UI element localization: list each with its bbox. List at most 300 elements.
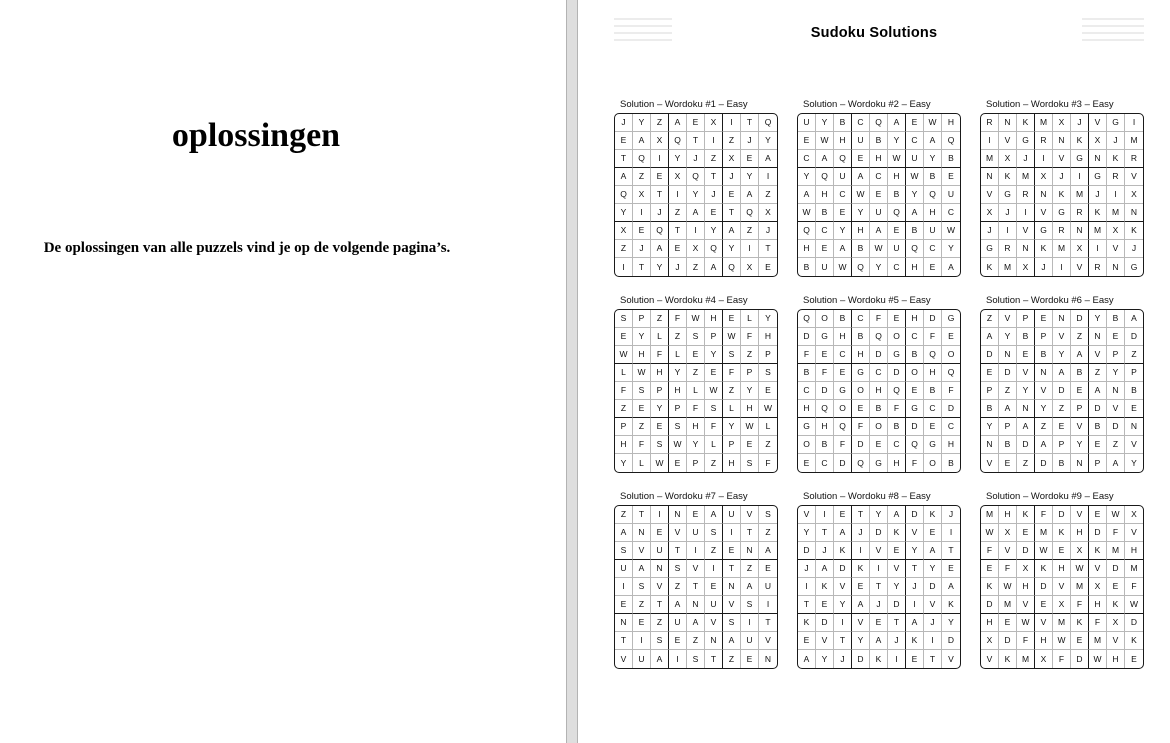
grid-cell: I (1125, 114, 1143, 132)
grid-cell: J (723, 168, 741, 186)
grid-cell: N (615, 614, 633, 632)
grid-cell: J (705, 186, 723, 204)
grid-cell: B (942, 150, 960, 168)
grid-cell: D (999, 632, 1017, 650)
grid-cell: E (1089, 436, 1107, 454)
grid-cell: Y (669, 150, 687, 168)
grid-cell: E (798, 132, 816, 150)
grid-cell: G (942, 310, 960, 328)
grid-cell: D (1125, 328, 1143, 346)
grid-cell: D (906, 418, 924, 436)
grid-cell: Y (1071, 436, 1089, 454)
grid-cell: V (999, 310, 1017, 328)
grid-cell: L (615, 364, 633, 382)
grid-cell: V (1071, 418, 1089, 436)
grid-cell: K (1107, 596, 1125, 614)
grid-cell: E (1053, 542, 1071, 560)
grid-cell: V (1107, 632, 1125, 650)
grid-cell: N (1125, 418, 1143, 436)
grid-cell: G (1130, 261, 1138, 272)
grid-cell: N (1071, 454, 1089, 472)
grid-cell: B (1125, 382, 1143, 400)
grid-cell: V (1053, 150, 1071, 168)
grid-cell: X (1017, 258, 1035, 276)
grid-cell: L (741, 310, 759, 328)
grid-caption: Solution – Wordoku #6 – Easy (986, 295, 1114, 306)
grid-cell: E (999, 454, 1017, 472)
grid-cell: Q (870, 328, 888, 346)
grid-cell: J (816, 542, 834, 560)
grid-cell: S (723, 614, 741, 632)
grid-cell: E (741, 150, 759, 168)
grid-cell: L (723, 400, 741, 418)
grid-cell: M (1107, 542, 1125, 560)
grid-cell: J (906, 578, 924, 596)
grid-cell: Q (888, 204, 906, 222)
grid-cell: E (870, 614, 888, 632)
grid-cell: J (924, 614, 942, 632)
grid-cell: S (651, 436, 669, 454)
grid-cell: A (924, 542, 942, 560)
grid-cell: A (852, 596, 870, 614)
grid-cell: E (1107, 328, 1125, 346)
grid-cell: A (687, 204, 705, 222)
grid-cell: N (1071, 222, 1089, 240)
grid-cell: Q (942, 132, 960, 150)
grid-cell: T (852, 506, 870, 524)
grid-cell: I (888, 650, 906, 668)
grid-cell: H (798, 240, 816, 258)
grid-cell: Z (759, 186, 777, 204)
grid-cell: K (1053, 186, 1071, 204)
grid-cell: Y (705, 346, 723, 364)
grid-cell: J (888, 632, 906, 650)
grid-cell: H (981, 614, 999, 632)
grid-cell: N (687, 596, 705, 614)
grid-cell: R (1089, 258, 1107, 276)
grid-cell: I (741, 240, 759, 258)
grid-cell: D (888, 596, 906, 614)
grid-cell: Y (834, 222, 852, 240)
grid-cell: I (759, 168, 777, 186)
grid-cell: H (870, 382, 888, 400)
grid-cell: U (852, 132, 870, 150)
grid-cell: T (615, 632, 633, 650)
grid-cell: Q (669, 132, 687, 150)
grid-cell: T (906, 560, 924, 578)
grid-cell: D (870, 346, 888, 364)
grid-cell: E (1131, 653, 1137, 664)
grid-cell: E (834, 204, 852, 222)
grid-cell: Q (798, 222, 816, 240)
grid-cell: M (1125, 560, 1143, 578)
grid-cell: W (981, 524, 999, 542)
grid-cell: D (834, 454, 852, 472)
grid-cell: Z (615, 240, 633, 258)
grid-cell: H (723, 454, 741, 472)
grid-cell: L (651, 328, 669, 346)
grid-cell: M (1107, 204, 1125, 222)
grid-cell: K (1035, 560, 1053, 578)
grid-cell: A (669, 596, 687, 614)
grid-cell: X (669, 168, 687, 186)
grid-cell: H (816, 418, 834, 436)
grid-cell: M (1053, 614, 1071, 632)
grid-cell: C (870, 364, 888, 382)
grid-cell: F (834, 436, 852, 454)
grid-cell: F (942, 382, 960, 400)
grid-cell: E (669, 240, 687, 258)
left-page (0, 0, 566, 743)
grid-cell: H (741, 400, 759, 418)
grid-cell: F (1053, 650, 1071, 668)
grid-cell: P (1107, 346, 1125, 364)
grid-cell: W (741, 418, 759, 436)
grid-cell: H (615, 436, 633, 454)
grid-cell: A (999, 400, 1017, 418)
grid-cell: O (870, 418, 888, 436)
grid-cell: D (999, 364, 1017, 382)
grid-cell: F (924, 328, 942, 346)
grid-cell: B (999, 436, 1017, 454)
grid-cell: F (1071, 596, 1089, 614)
grid-cell: Y (834, 596, 852, 614)
grid-cell: X (741, 258, 759, 276)
grid-cell: Z (981, 310, 999, 328)
grid-cell: V (1053, 578, 1071, 596)
grid-cell: Z (651, 310, 669, 328)
grid-cell: E (924, 258, 942, 276)
grid-cell: A (723, 222, 741, 240)
wordoku-grid (980, 309, 1144, 473)
wordoku-block (797, 295, 962, 473)
grid-cell: B (816, 204, 834, 222)
grid-cell: N (1053, 310, 1071, 328)
grid-cell: M (1125, 132, 1143, 150)
grid-cell: X (615, 222, 633, 240)
grid-cell: I (741, 614, 759, 632)
grid-cell: V (1017, 222, 1035, 240)
grid-cell: C (888, 258, 906, 276)
grid-cell: E (906, 114, 924, 132)
grid-cell: Y (651, 258, 669, 276)
grid-cell: K (981, 258, 999, 276)
grid-cell: K (1089, 204, 1107, 222)
grid-cell: A (981, 328, 999, 346)
grid-cell: E (723, 310, 741, 328)
grid-cell: O (798, 436, 816, 454)
grid-cell: O (888, 328, 906, 346)
grid-cell: E (669, 454, 687, 472)
grid-cell: E (687, 114, 705, 132)
grid-cell: Y (852, 632, 870, 650)
grid-cell: K (888, 524, 906, 542)
grid-cell: H (906, 258, 924, 276)
grid-cell: H (669, 382, 687, 400)
grid-cell: X (1017, 560, 1035, 578)
grid-cell: U (888, 240, 906, 258)
grid-cell: Z (615, 400, 633, 418)
grid-cell: E (765, 261, 771, 272)
grid-cell: X (1089, 578, 1107, 596)
grid-cell: V (999, 542, 1017, 560)
grid-cell: D (1107, 560, 1125, 578)
grid-cell: T (651, 186, 669, 204)
grid-cell: S (741, 454, 759, 472)
grid-cell: J (759, 222, 777, 240)
grid-cell: P (759, 346, 777, 364)
grid-cell: G (870, 454, 888, 472)
grid-cell: I (651, 150, 669, 168)
grid-cell: Y (1089, 310, 1107, 328)
grid-cell: G (816, 328, 834, 346)
grid-cell: F (816, 364, 834, 382)
grid-cell: G (1053, 204, 1071, 222)
grid-cell: K (906, 632, 924, 650)
grid-cell: K (1053, 524, 1071, 542)
grid-cell: X (1107, 614, 1125, 632)
grid-cell: J (870, 596, 888, 614)
grid-cell: B (852, 328, 870, 346)
grid-cell: V (651, 578, 669, 596)
grid-cell: Y (906, 186, 924, 204)
grid-cell: M (1035, 114, 1053, 132)
grid-cell: X (651, 132, 669, 150)
grid-cell: M (1089, 222, 1107, 240)
grid-cell: R (981, 114, 999, 132)
grid-cell: D (1053, 382, 1071, 400)
grid-cell: P (687, 454, 705, 472)
grid-cell: A (870, 632, 888, 650)
grid-cell: A (741, 578, 759, 596)
grid-cell: W (687, 310, 705, 328)
grid-cell: T (687, 578, 705, 596)
grid-cell: M (1071, 186, 1089, 204)
grid-cell: G (981, 240, 999, 258)
grid-cell: B (948, 457, 954, 468)
grid-cell: E (705, 204, 723, 222)
grid-cell: I (1017, 204, 1035, 222)
grid-cell: E (798, 632, 816, 650)
grid-cell: A (759, 150, 777, 168)
grid-cell: H (852, 222, 870, 240)
grid-cell: V (981, 650, 999, 668)
grid-cell: Q (687, 168, 705, 186)
grid-cell: F (687, 400, 705, 418)
wordoku-block (980, 99, 1145, 277)
grid-cell: V (1107, 240, 1125, 258)
grid-cell: S (687, 650, 705, 668)
grid-cell: H (1125, 542, 1143, 560)
grid-cell: A (651, 650, 669, 668)
grid-cell: K (852, 560, 870, 578)
grid-cell: Y (759, 132, 777, 150)
grid-cell: Y (759, 310, 777, 328)
grid-cell: N (1107, 382, 1125, 400)
grid-cell: W (999, 578, 1017, 596)
grid-cell: K (1035, 240, 1053, 258)
grid-cell: D (816, 614, 834, 632)
grid-cell: L (759, 418, 777, 436)
grid-cell: D (942, 400, 960, 418)
grid-cell: E (1107, 578, 1125, 596)
grid-cell: T (924, 650, 942, 668)
grid-cell: C (870, 168, 888, 186)
wordoku-grid (980, 505, 1144, 669)
grid-cell: A (1035, 436, 1053, 454)
grid-cell: H (942, 114, 960, 132)
grid-cell: Y (888, 132, 906, 150)
wordoku-block (614, 491, 779, 669)
grid-cell: R (1053, 222, 1071, 240)
grid-cell: Y (870, 258, 888, 276)
grid-cell: Q (705, 240, 723, 258)
grid-cell: J (651, 204, 669, 222)
grid-cell: H (834, 328, 852, 346)
grid-cell: T (705, 168, 723, 186)
grid-cell: W (942, 222, 960, 240)
grid-cell: I (705, 560, 723, 578)
grid-cell: Y (798, 168, 816, 186)
grid-cell: V (615, 650, 633, 668)
grid-cell: E (888, 222, 906, 240)
grid-cell: K (1017, 506, 1035, 524)
grid-cell: Y (1053, 346, 1071, 364)
grid-cell: G (852, 364, 870, 382)
grid-cell: D (870, 524, 888, 542)
grid-cell: Z (999, 382, 1017, 400)
grid-caption: Solution – Wordoku #9 – Easy (986, 491, 1114, 502)
grid-cell: E (888, 310, 906, 328)
grid-cell: X (1035, 168, 1053, 186)
grid-cell: P (1017, 310, 1035, 328)
grid-cell: D (888, 364, 906, 382)
page-subtitle: De oplossingen van alle puzzels vind je op de volgende pagina’s. (43, 240, 451, 256)
grid-cell: I (615, 258, 633, 276)
grid-cell: U (615, 560, 633, 578)
grid-cell: H (888, 454, 906, 472)
grid-caption: Solution – Wordoku #7 – Easy (620, 491, 748, 502)
grid-cell: Q (870, 114, 888, 132)
grid-cell: E (1035, 596, 1053, 614)
grid-cell: P (741, 364, 759, 382)
grid-cell: A (669, 114, 687, 132)
grid-cell: E (1053, 418, 1071, 436)
wordoku-block (980, 295, 1145, 473)
grid-cell: E (1125, 400, 1143, 418)
grid-cell: F (981, 542, 999, 560)
grid-cell: M (1017, 168, 1035, 186)
grid-cell: L (705, 436, 723, 454)
grid-cell: Q (834, 418, 852, 436)
grid-cell: W (1107, 506, 1125, 524)
grid-cell: D (1107, 418, 1125, 436)
grid-cell: Y (723, 418, 741, 436)
grid-cell: Z (633, 418, 651, 436)
grid-cell: I (705, 132, 723, 150)
grid-cell: X (1071, 240, 1089, 258)
right-page (578, 0, 1170, 743)
grid-cell: P (1089, 454, 1107, 472)
grid-cell: N (633, 524, 651, 542)
grid-cell: H (888, 168, 906, 186)
grid-cell: W (615, 346, 633, 364)
grid-cell: B (816, 436, 834, 454)
grid-cell: S (651, 632, 669, 650)
grid-cell: Q (888, 382, 906, 400)
grid-cell: T (633, 506, 651, 524)
grid-cell: E (834, 506, 852, 524)
grid-cell: T (798, 596, 816, 614)
grid-cell: M (1053, 240, 1071, 258)
grid-cell: D (1035, 578, 1053, 596)
grid-cell: T (759, 240, 777, 258)
grid-cell: F (741, 328, 759, 346)
grid-cell: V (999, 132, 1017, 150)
grid-cell: J (687, 150, 705, 168)
grid-cell: Z (723, 650, 741, 668)
grid-cell: Z (1017, 454, 1035, 472)
grid-cell: V (687, 560, 705, 578)
grid-cell: E (924, 418, 942, 436)
grid-cell: M (999, 596, 1017, 614)
grid-cell: W (852, 186, 870, 204)
grid-cell: V (798, 506, 816, 524)
grid-cell: A (1017, 418, 1035, 436)
page-title: oplossingen (171, 117, 341, 154)
grid-cell: B (981, 400, 999, 418)
grid-cell: I (798, 578, 816, 596)
grid-cell: W (633, 364, 651, 382)
grid-cell: H (651, 364, 669, 382)
grid-cell: F (852, 418, 870, 436)
grid-cell: Q (852, 454, 870, 472)
grid-cell: H (1017, 578, 1035, 596)
grid-cell: D (798, 542, 816, 560)
grid-cell: P (723, 436, 741, 454)
grid-cell: N (1017, 240, 1035, 258)
grid-cell: C (798, 382, 816, 400)
grid-cell: F (705, 418, 723, 436)
grid-cell: E (816, 346, 834, 364)
grid-cell: G (834, 382, 852, 400)
grid-cell: P (999, 418, 1017, 436)
grid-cell: U (759, 578, 777, 596)
grid-cell: N (1125, 204, 1143, 222)
grid-cell: P (705, 328, 723, 346)
grid-cell: N (1089, 328, 1107, 346)
grid-cell: T (741, 114, 759, 132)
grid-cell: E (1017, 346, 1035, 364)
grid-cell: C (942, 204, 960, 222)
grid-cell: J (1017, 150, 1035, 168)
grid-cell: Y (816, 650, 834, 668)
grid-cell: Y (741, 168, 759, 186)
grid-cell: V (1017, 596, 1035, 614)
grid-cell: E (615, 328, 633, 346)
grid-cell: T (942, 542, 960, 560)
grid-cell: U (942, 186, 960, 204)
grid-cell: E (816, 240, 834, 258)
grid-cell: E (687, 346, 705, 364)
grid-cell: P (669, 400, 687, 418)
grid-cell: V (1017, 364, 1035, 382)
grid-cell: F (723, 364, 741, 382)
grid-cell: M (981, 150, 999, 168)
grid-cell: P (981, 382, 999, 400)
wordoku-grids (614, 99, 1145, 669)
grid-cell: N (1017, 400, 1035, 418)
